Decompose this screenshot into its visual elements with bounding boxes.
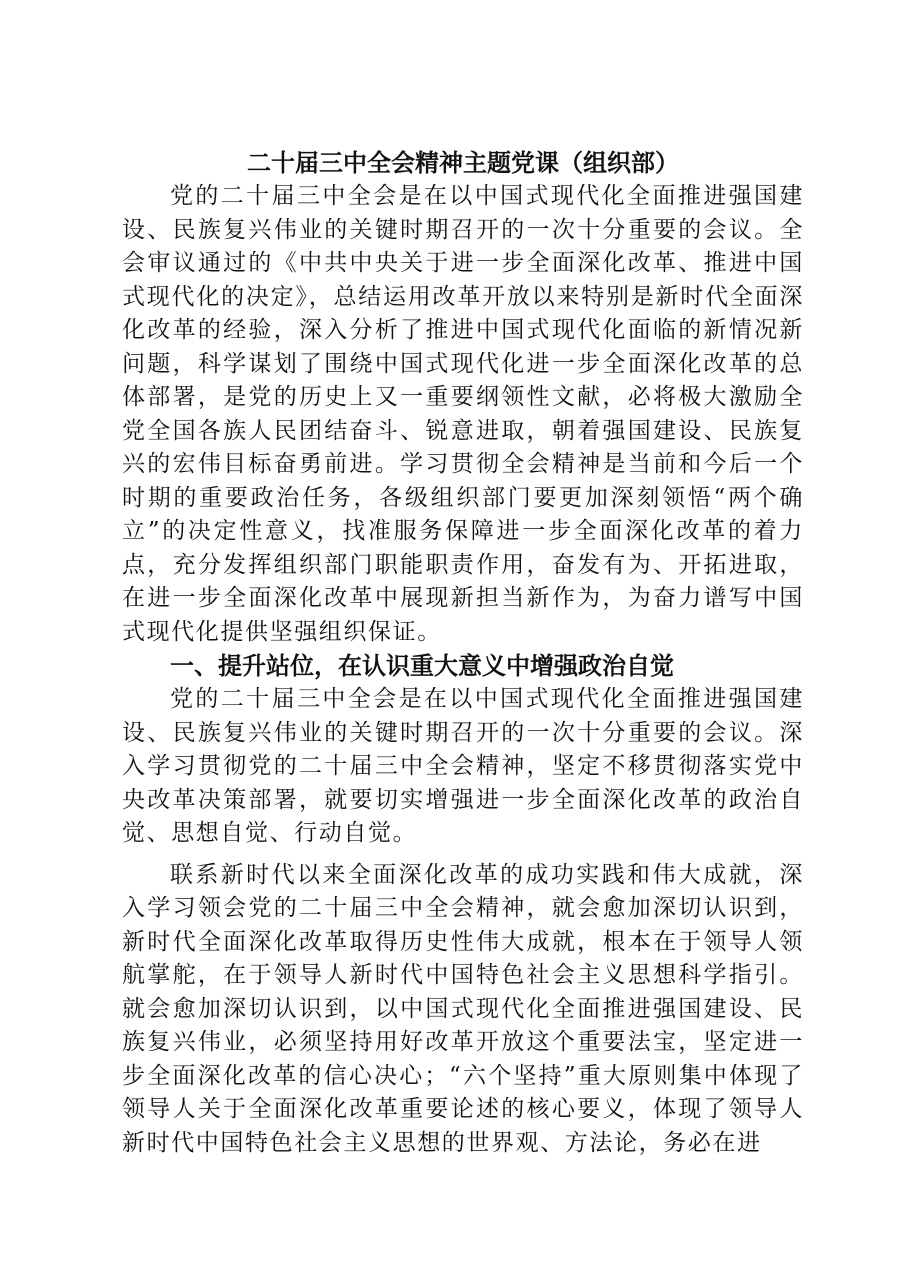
document-title: 二十届三中全会精神主题党课（组织部） [247, 149, 679, 177]
document-body [122, 146, 804, 1160]
section-1-heading: 一、提升站位，在认识重大意义中增强政治自觉 [170, 652, 674, 680]
intro-paragraph: 党的二十届三中全会是在以中国式现代化全面推进强国建设、民族复兴伟业的关键时期召开的一次十分重要的会议。全会审议通过的《中共中央关于进一步全面深化改革、推进中国式现代化的决定》，总结运用改革开放以来特别是新时代全面深化改革的经验，深入分析了推进中国式现代化面临的新情况新问题，科学谋划了围绕中国式现代化进一步全面深化改革的总体部署，是党的历史上又一重要纲领性文献，必将极大激励全党全国各族人民团结奋斗、锐意进取，朝着强国建设、民族复兴的宏伟目标奋勇前进。学习贯彻全会精神是当前和今后一个时期的重要政治任务，各级组织部门要更加深刻领悟“两个确立”的决定性意义，找准服务保障进一步全面深化改革的着力点，充分发挥组织部门职能职责作用，奋发有为、开拓进取，在进一步全面深化改革中展现新担当新作为，为奋力谱写中国式现代化提供坚强组织保证。 [122, 183, 804, 645]
section-1-paragraph-2: 联系新时代以来全面深化改革的成功实践和伟大成就，深入学习领会党的二十届三中全会精神，就会愈加深切认识到，新时代全面深化改革取得历史性伟大成就，根本在于领导人领航掌舵，在于领导人新时代中国特色社会主义思想科学指引。就会愈加深切认识到，以中国式现代化全面推进强国建设、民族复兴伟业，必须坚持用好改革开放这个重要法宝，坚定进一步全面深化改革的信心决心；“六个坚持”重大原则集中体现了领导人关于全面深化改革重要论述的核心要义，体现了领导人新时代中国特色社会主义思想的世界观、方法论，务必在进 [122, 861, 804, 1156]
section-1-paragraph-1: 党的二十届三中全会是在以中国式现代化全面推进强国建设、民族复兴伟业的关键时期召开的一次十分重要的会议。深入学习贯彻党的二十届三中全会精神，坚定不移贯彻落实党中央改革决策部署，就要切实增强进一步全面深化改革的政治自觉、思想自觉、行动自觉。 [122, 686, 804, 846]
